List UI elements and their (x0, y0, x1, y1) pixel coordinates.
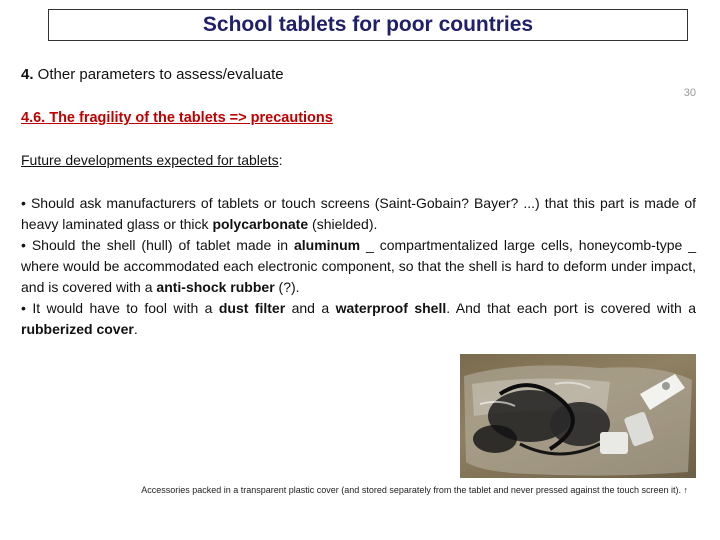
bullet-text: • Should ask manufacturers of tablets or touch screens (Saint-Gobain? Bayer? ...) that this part is made of heavy laminated glass or thick (21, 195, 696, 232)
bullet-text: . And that each port is covered with a (446, 300, 696, 316)
bullet-item (21, 193, 696, 235)
bullet-text: • It would have to fool with a (21, 300, 219, 316)
subsection-number: 4.6. (21, 110, 46, 126)
accessories-photo (460, 354, 696, 478)
page-number: 30 (683, 87, 696, 99)
bullet-text: (shielded). (308, 216, 378, 232)
bullet-bold-text: waterproof shell (335, 300, 447, 316)
slide-title (48, 9, 688, 41)
future-developments-label (21, 152, 282, 168)
slide-title-text: School tablets for poor countries (202, 13, 534, 36)
section-number: 4. (21, 66, 34, 83)
subsection-text: The fragility of the tablets => precautions (45, 110, 333, 126)
bullet-item (21, 235, 696, 298)
subsection-header (21, 110, 333, 126)
accessories-photo-illustration (460, 354, 696, 478)
bullet-text: (?). (274, 279, 300, 295)
bullet-bold-text: aluminum (293, 237, 361, 253)
bullet-text: . (133, 321, 138, 337)
section-text: Other parameters to assess/evaluate (33, 66, 284, 83)
photo-caption: Accessories packed in a transparent plastic cover (and stored separately from the tablet and never pressed against the touch screen it). ↑ (141, 485, 688, 495)
bullet-text: • Should the shell (hull) of tablet made in (21, 237, 294, 253)
bullet-bold-text: dust filter (218, 300, 286, 316)
bullet-text: and a (285, 300, 336, 316)
future-label-text: Future developments expected for tablets (21, 152, 279, 168)
bullet-bold-text: anti-shock rubber (156, 279, 275, 295)
bullet-item (21, 298, 696, 340)
section-header (21, 66, 284, 83)
future-label-colon: : (278, 152, 283, 168)
bullet-bold-text: polycarbonate (212, 216, 309, 232)
bullet-text: _ compartmentalized large cells, honeycomb-type _ where would be accommodated each electronic component, so that the shell is hard to deform under impact, and is covered with a (21, 237, 697, 295)
body-text (21, 193, 696, 340)
bullet-bold-text: rubberized cover (21, 321, 134, 337)
